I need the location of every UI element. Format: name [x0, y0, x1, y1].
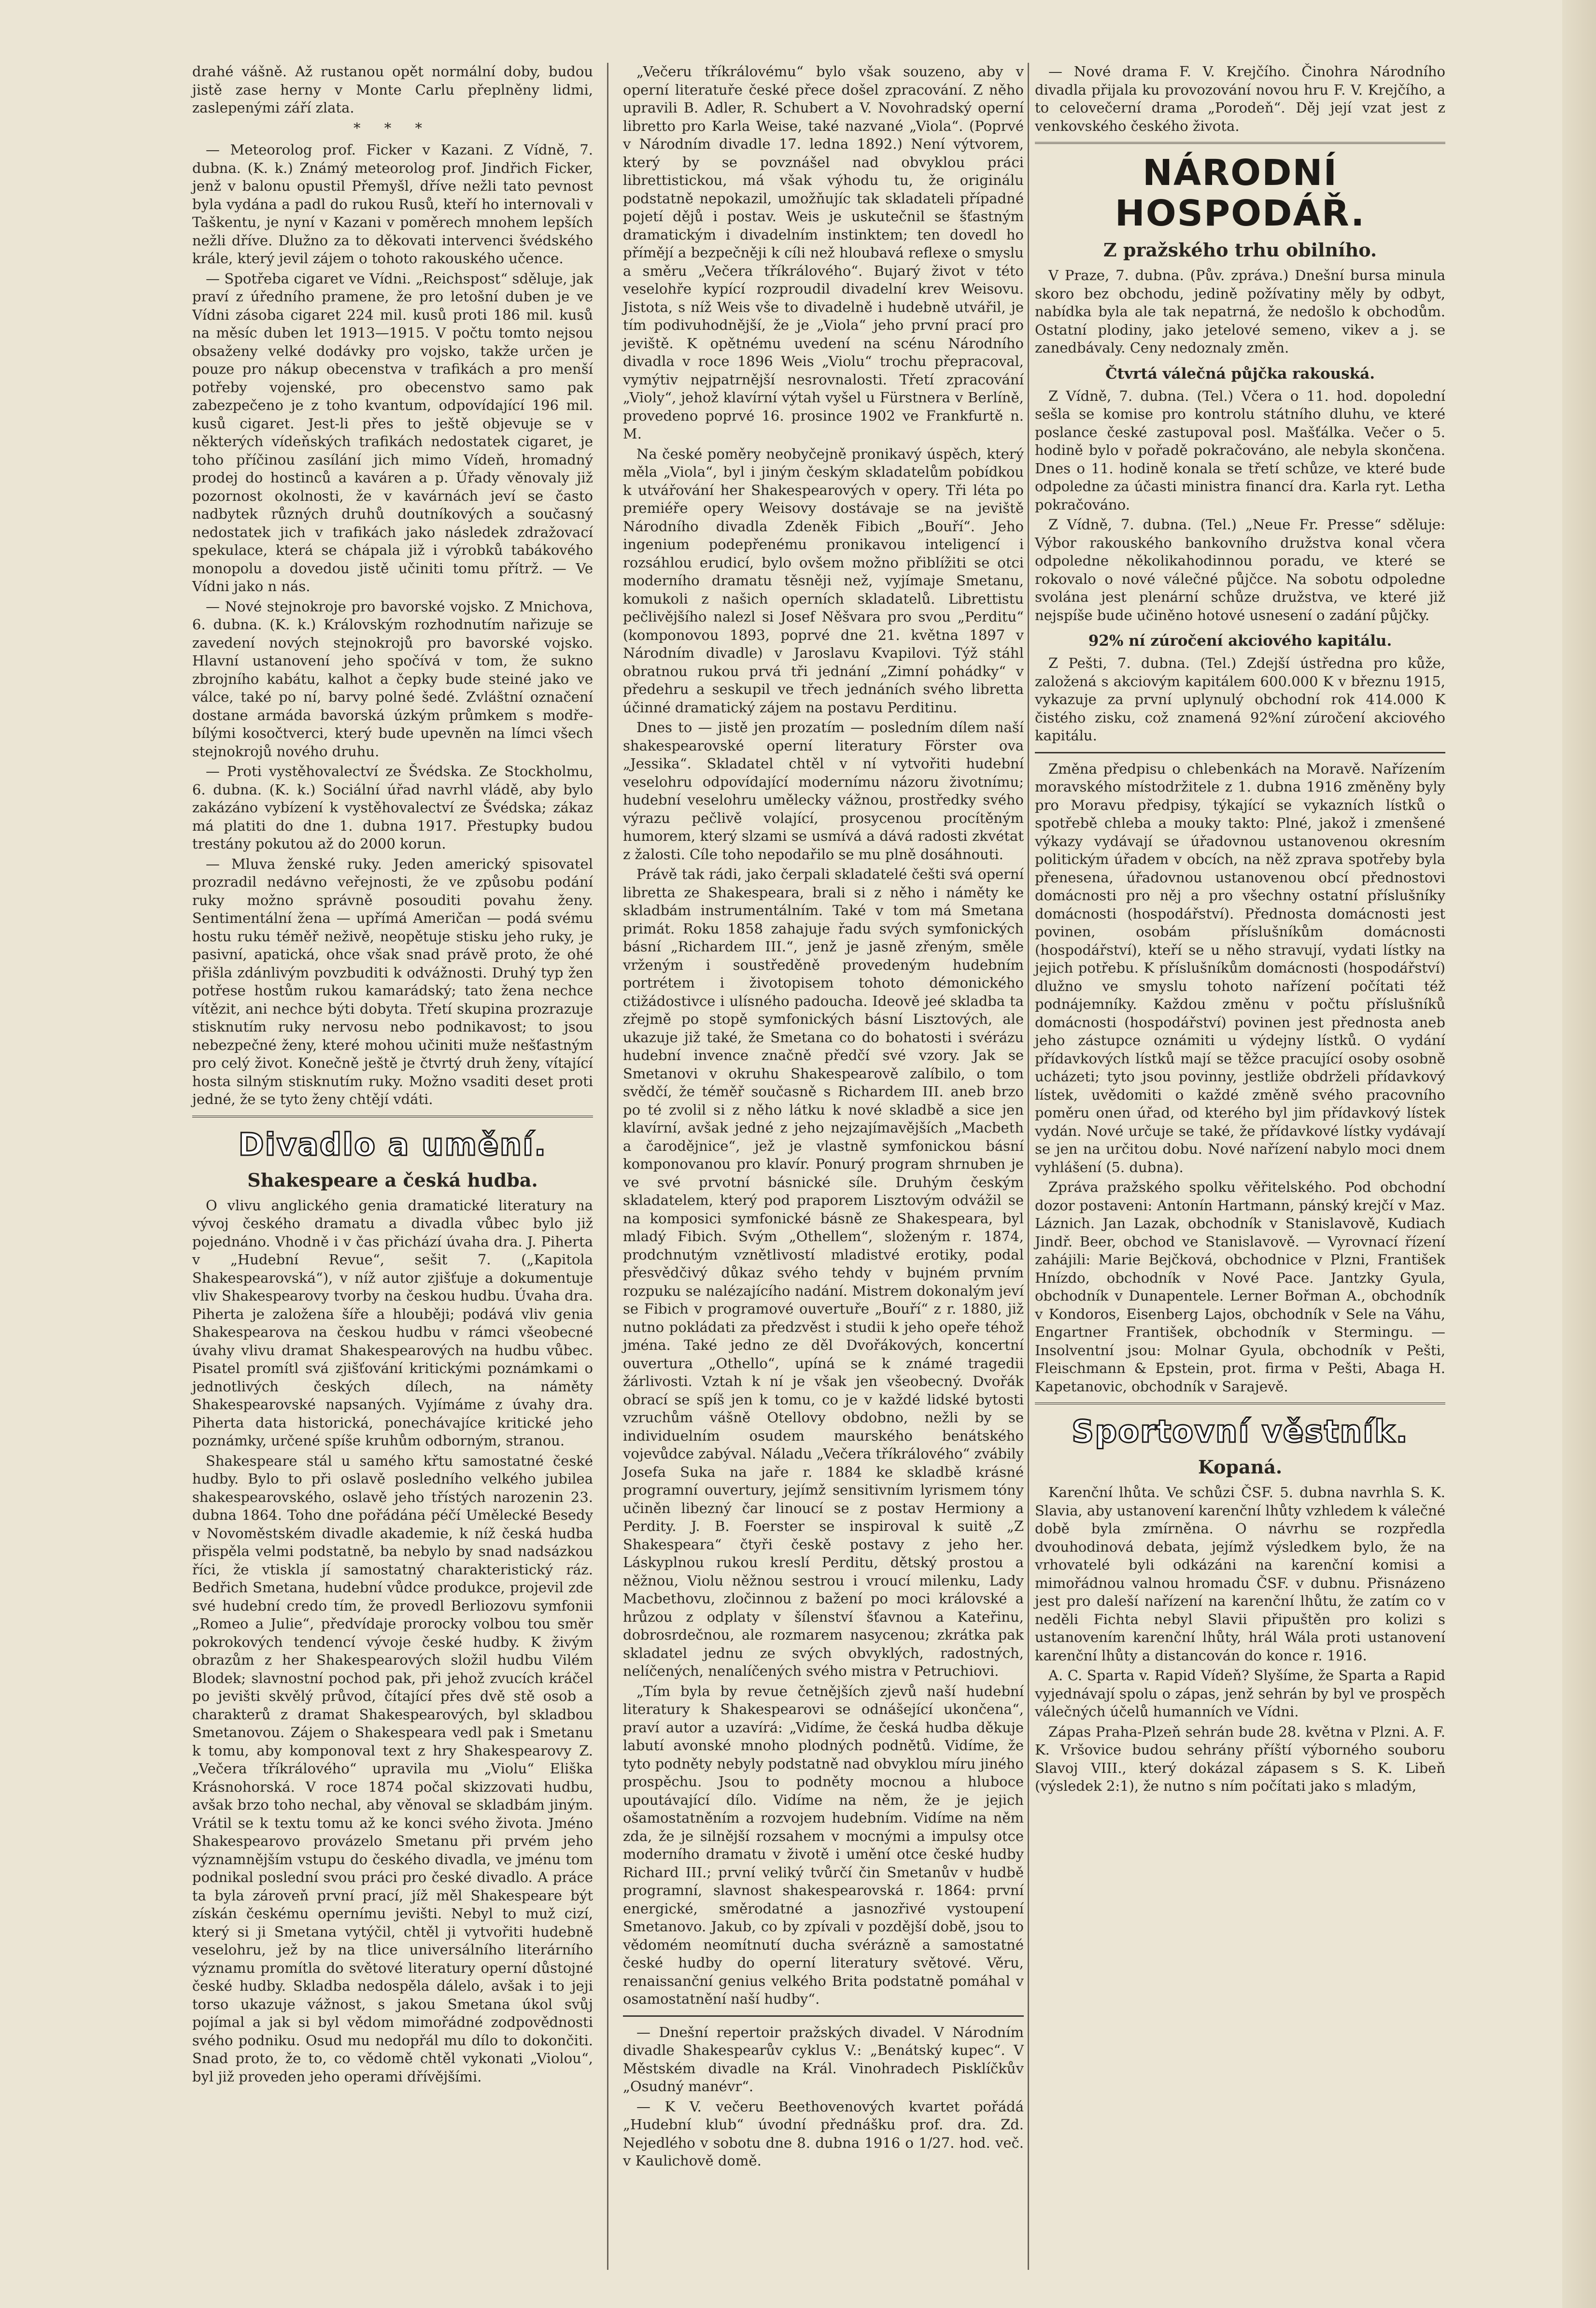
article-paragraph: V Praze, 7. dubna. (Pův. zpráva.) Dnešní bursa minula skoro bez obchodu, jedině požívatiny měly by odbyt, nabídka byla ale tak nepatrná, že nedošlo k obchodům. Ostatní plodiny, jako jetelové semeno, vikev a j. se zanedbávaly. Ceny nedoznaly změn.	[1035, 267, 1445, 356]
section-title: Sportovní věstník.	[1072, 1414, 1409, 1450]
news-item: — Mluva ženské ruky. Jeden americký spisovatel prozradil nedávno veřejnosti, že ve způsobu podání ruky možno správně posouditi povahu ženy. Sentimentální žena — upřímá Američan — podá svému hostu ruku téměř neživě, neopětuje stisku jeho ruky, je pasivní, apatická, ohce však snad právě proto, že ohé přišla zdánlivým povzbuditi k odvážnosti. Druhý typ žen potřese hostům rukou kamarádský; tato žena nechce vítězit, ani nechce býti dobyta. Třetí skupina prozrazuje stisknutím ruky nervosu nebo podnikavost; to jsou nebezpečné ženy, které mohou učiniti muže nešťastným pro celý život. Konečně ještě je čtvrtý druh ženy, vítající hosta silným stisknutím ruky. Možno vsaditi deset proti jedné, že se tyto ženy chtějí vdáti.	[192, 855, 593, 1107]
article-paragraph: O vlivu anglického genia dramatické literatury na vývoj českého dramatu a divadla vůbec bylo již pojednáno. Vhodně i v čas přichází úvaha dra. J. Piherta v „Hudební Revue“, sešit 7. („Kapitola Shakespearovská“), v níž autor zjišťuje a dokumentuje vliv Shakespearovy tvorby na českou hudbu. Úvaha dra. Piherta je založena šíře a hlouběji; podává vliv genia Shakespearova na českou hudbu v rámci všeobecné úvahy vlivu dramat Shakespearových na hudbu vůbec. Pisatel promítl svá zjišťování kritickými poznámkami o jednotlivých českých dílech, na náměty Shakespearovské napsaných. Vyjímáme z úvahy dra. Piherta data historická, ponechávajíce kritické jeho poznámky, určené spíše kruhům odborným, stranou.	[192, 1197, 593, 1449]
divider	[1035, 752, 1445, 753]
article-paragraph: Na české poměry neobyčejně pronikavý úspěch, který měla „Viola“, byl i jiným českým skladatelům pobídkou k utvářování her Shakespearových v opery. Tři léta po premiéře opery Weisovy dostávaje se na jeviště Národního divadla Zdeněk Fibich „Bouří“. Jeho ingenium podepřenému pronikavou inteligencí i rozsáhlou erudicí, bylo ovšem možno přiblížiti se otci moderního dramatu těsněji než, vyjímaje Smetanu, komukoli z našich operních skladatelů. Librettistu pečlivějšího nalezl si Josef Něšvara pro svou „Perditu“ (komponovou 1893, poprvé dne 21. května 1897 v Národním divadle) v Jaroslavu Kvapilovi. Týž stáhl obratnou rukou prvá tři jednání „Zimní pohádky“ v předehru a seskupil ve třech jednáních svého libretta účinné dramatický zájem na postavu Perditinu.	[623, 445, 1024, 716]
text-paragraph: drahé vášně. Až rustanou opět normální doby, budou jistě zase herny v Monte Carlu přeplněny lidmi, zaslepenými září zlata.	[192, 63, 593, 116]
news-item: Zápas Praha-Plzeň sehrán bude 28. května v Plzni. A. F. K. Vršovice budou sehrány příští výborného souboru Slavoj VIII., který dokázal zápasem s S. K. Libeň (výsledek 2:1), že nutno s ním počítati jako s mladým,	[1035, 1723, 1445, 1794]
article-paragraph: Právě tak rádi, jako čerpali skladatelé češti svá operní libretta ze Shakespeara, brali si z něho i náměty ke skladbám instrumentálním. Také v tom má Smetana primát. Roku 1858 zahajuje řadu svých symfonických básní „Richardem III.“, jenž je jasně zřeným, směle vrženým i soustředěně provedeným hudebním portrétem i životopisem tohoto démonického ctižádostivce i ulísného padoucha. Ideově jeé skladba ta zřejmě po stopě symfonických básní Lisztových, ale ukazuje již také, že Smetana co do bohatosti i svérázu hudební invence značně předčí své vzory. Jak se Smetanovi v okruhu Shakespearově zalíbilo, o tom svědčí, že téměř současně s Richardem III. aneb brzo po té zvolil si z něho látku k nové skladbě a sice jen klavírní, avšak jedné z jeho nejzajímavějších „Macbeth a čarodějnice“, jež je vlastně symfonickou básní komponovanou pro klavír. Ponurý program shrnuben je ve své prvotní básnické síle. Druhým českým skladatelem, který pod praporem Lisztovým odvážil se na komposici symfonické básně ze Shakespeara, byl mladý Fibich. Svým „Othellem“, složeným r. 1874, prodchnutým vznětlivostí mladistvé erotiky, podal přesvědčivý důkaz svého tehdy v bujném prvním rozpuku se nalézajícího nadání. Mistrem dokonalým jeví se Fibich v programové ouvertuře „Bouří“ z r. 1880, již nutno pokládati za předzvěst i studii k jeho opeře téhož jména. Také jedno ze děl Dvořákových, koncertní ouvertura „Othello“, upíná se k známé tragedii žárlivosti. Vztah k ní je však jen všeobecný. Dvořák obrací se spíš jen k tomu, co je v každé lidské bytosti vzruchům vášně Otellovy obdobno, nežli by se individuelním osudem maurského benátského vojevůdce zabýval. Náladu „Večera tříkrálového“ zvábily Josefa Suka na jaře r. 1884 ke skladbě krásné programní ouvertury, jejímž sensitivním lyrismem tóny učiněn libezný čar linoucí se z postav Hermiony a Perdity. J. B. Foerster se inspiroval k suitě „Z Shakespeara“ čtyři českě postavy z jeho her. Láskyplnou rukou kreslí Perditu, dětský prostou a něžnou, Violu něžnou sestrou i vroucí milenku, Lady Macbethovu, zločinnou z bažení po moci královské a hrůzou z odplaty v šílenství šťavnou a Kateřinu, dobrosrdečnou, ale rozmarem nasycenou; zkrátka pak skladatel jednu ze svých obvyklých, radostných, nelíčených, nenalíčených svého mistra v Petruchiovi.	[623, 866, 1024, 1679]
article-title: 92% ní zúročení akciového kapitálu.	[1088, 632, 1392, 650]
article-paragraph: Z Pešti, 7. dubna. (Tel.) Zdejší ústředna pro kůže, založená s akciovým kapitálem 600.000 K v březnu 1915, vykazuje za první uplynulý obchodní rok 414.000 K čistého zisku, což znamená 92%ní zúročení akciového kapitálu.	[1035, 655, 1445, 744]
column-1	[192, 63, 593, 2088]
column-3	[1035, 63, 1445, 1798]
divider	[1035, 142, 1445, 144]
article-paragraph: Z Vídně, 7. dubna. (Tel.) „Neue Fr. Presse“ sděluje: Výbor rakouského bankovního družstva konal včera odpoledne několikahodinnou poradu, ve které se rokovalo o nové válečné půjčce. Na sobotu odpoledne svolána jest plenární schůze družstva, ve které již nejspíše bude učiněno hotové usnesení o zadání půjčky.	[1035, 516, 1445, 623]
article-paragraph: „Večeru tříkrálovému“ bylo však souzeno, aby v operní literatuře české přece došel zpracování. Z něho upravili B. Adler, R. Schubert a V. Novohradský operní libretto pro Karla Weise, také nazvané „Viola“. (Poprvé v Národním divadle 17. ledna 1892.) Není výtvorem, který by se povznášel nad obvyklou práci librettistickou, má však výhodu tu, že originálu podstatně nepokazil, umožňujíc tak skladateli případné pojetí dějů i postav. Weis je uskutečnil se šťastným dramatickým i divadelním instinktem; ten dovedl ho přímějí a bezpečněji k cíli než hloubavá reflexe o smyslu a směru „Večera tříkrálového“. Bujarý život v této veselohře kypící rozproudil divadelní krev Weisovu. Jistota, s níž Weis vše to divadelně i hudebně utvářil, je tím podivuhodnější, že je „Viola“ jeho první prací pro jeviště. K opětnému uvedení na scénu Národního divadla v roce 1896 Weis „Violu“ trochu přepracoval, vymýtiv nejpatrnější nesrovnalosti. Třetí zpracování „Violy“, jehož klavírní výtah vyšel u Fürstnera v Berlíně, provedeno poprvé 16. prosince 1902 ve Frankfurtě n. M.	[623, 63, 1024, 442]
divider	[623, 2015, 1024, 2017]
section-title: Divadlo a umění.	[238, 1127, 547, 1163]
separator-stars: * * *	[353, 119, 432, 136]
news-item: — K V. večeru Beethovenových kvartet pořádá „Hudební klub“ úvodní přednášku prof. dra. Zd. Nejedlého v sobotu dne 8. dubna 1916 o 1/27. hod. več. v Kaulichově domě.	[623, 2098, 1024, 2169]
article-paragraph: Dnes to — jistě jen prozatím — posledním dílem naší shakespearovské operní literatury Förster ova „Jessika“. Skladatel chtěl v ní vytvořiti hudební veselohru odpovídající modernímu názoru životnímu; hudební veselohru umělecky vážnou, prostředky svého výrazu pečlivě volající, prosycenou procítěným humorem, který slzami se usmívá a dává radosti zkvétat z žalosti. Cíle toho nepodařilo se mu plně dosáhnouti.	[623, 719, 1024, 863]
section-title: NÁRODNÍ HOSPODÁŘ.	[1115, 152, 1366, 234]
news-item: — Spotřeba cigaret ve Vídni. „Reichspost“ sděluje, jak praví z úředního pramene, že pro letošní duben je ve Vídni zásoba cigaret 224 mil. kusů proti 186 mil. kusů na měsíc duben let 1913—1915. V počtu tomto nejsou obsaženy velké dodávky pro vojsko, takže určen je pouze pro nákup obecenstva v trafikách a pro menší potřeby vojenské, pro obecenstvo samo pak zabezpečeno je z toho kvantum, odpovídající 196 mil. kusů cigaret. Jest-li přes to ještě objevuje se v některých vídeňských trafikách nedostatek cigaret, je toho příčinou zasílání jich mimo Vídeň, hromadný prodej do hostinců a kaváren a p. Úřady věnovaly již pozornost okolnosti, že v kavárnách jeví se často nadbytek různých druhů doutníkových a současný nedostatek jich v trafikách jako následek zdražovací spekulace, která se chápala již i výrobků tabákového monopolu a dovedou jistě učiniti tomu přítrž. — Ve Vídni jako n nás.	[192, 270, 593, 595]
news-item: A. C. Sparta v. Rapid Vídeň? Slyšíme, že Sparta a Rapid vyjednávají spolu o zápas, jenž sehrán by byl ve prospěch válečných účelů humanních ve Vídni.	[1035, 1667, 1445, 1720]
column-rule	[1028, 63, 1029, 2270]
article-paragraph: Shakespeare stál u samého křtu samostatné české hudby. Bylo to při oslavě posledního velkého jubilea shakespearovského, oslavě jeho třístých narozenin 23. dubna 1864. Toho dne pořádána péčí Umělecké Besedy v Novoměstském divadle akademie, k níž česká hudba přispěla velmi podstatně, ba nebylo by snad nadsázkou říci, že vtiskla jí samostatný charakteristický ráz. Bedřich Smetana, hudební vůdce produkce, projevil zde své hudební credo tím, že provedl Berliozovu symfonii „Romeo a Julie“, předvídaje prorocky volbou tou směr pokrokových tendencí vývoje české hudby. K živým obrazům z her Shakespearových složil hudbu Vilém Blodek; slavnostní pochod pak, při jehož zvucích kráčel po jevišti skvělý průvod, čítající přes dvě stě osob a charakterů z dramat Shakespearových, byl skladbou Smetanovou. Zájem o Shakespeara vedl pak i Smetanu k tomu, aby komponoval text z hry Shakespearovy Z. „Večera tříkrálového“ upravila mu „Violu“ Eliška Krásnohorská. V roce 1874 počal skizzovati hudbu, avšak brzo toho nechal, aby věnoval se skladbám jiným. Vrátil se k textu tomu až ke konci svého života. Jméno Shakespearovo provázelo Smetanu při prvém jeho významnějším vstupu do českého divadla, ve jménu tom podnikal poslední svou práci pro české divadlo. A práce ta byla zároveň první prací, jíž měl Shakespeare být získán českému opernímu jevišti. Nebyl to muž cizí, který si ji Smetana vytýčil, chtěl ji vytvořiti hudebně veselohru, jež by na tlice universálního literárního významu promítla do světové literatury operní důstojné české hudby. Skladba nedospěla dálelo, avšak i to jeji torso ukazuje vážnost, s jakou Smetana úkol svůj pojímal a jak si byl vědom mimořádné zodpovědnosti svého podniku. Osud mu nedopřál mu dílo to dokončiti. Snad proto, že to, co vědomě chtěl vykonati „Violou“, byl již proveden jeho operami dřívějšími.	[192, 1452, 593, 2085]
divider	[1035, 1402, 1445, 1404]
news-item: — Dnešní repertoir pražských divadel. V Národním divadle Shakespearův cyklus V.: „Benátský kupec“. V Městském divadle na Král. Vinohradech Pisklíčkův „Osudný manévr“.	[623, 2024, 1024, 2095]
news-item: — Nové stejnokroje pro bavorské vojsko. Z Mnichova, 6. dubna. (K. k.) Královským rozhodnutím nařizuje se zavedení nových stejnokrojů pro bavorské vojsko. Hlavní ustanovení jeho spočívá v tom, že sukno zbrojního kabátu, kalhot a čepky bude steiné jako ve válce, také po ní, barvy polné šedé. Zvláštní označení dostane armáda bavorská úzkým průmkem s modře-bílými kosočtverci, který bude upevněn na límci všech stejnokrojů nového druhu.	[192, 598, 593, 760]
divider	[192, 1116, 593, 1118]
column-rule	[607, 63, 608, 2270]
article-title: Z pražského trhu obilního.	[1103, 239, 1377, 261]
news-item: Karenční lhůta. Ve schůzi ČSF. 5. dubna navrhla S. K. Slavia, aby ustanovení karenční lhůty vzhledem k válečné době byla zmírněna. O návrhu se rozpředla dvouhodinová debata, jejímž výsledkem bylo, že na vrhovatelé byli odkázáni na karenční komisi a mimořádnou valnou hromadu ČSF. v dubnu. Přisnázeno jest pro daleší nařízení na karenční lhůtu, že zatím co v neděli Fichta nebyl Slavii připuštěn pro kolizi s ustanovením karenční lhůty, hrál Wála proti ustanovení karenční lhůty a distancován do konce r. 1916.	[1035, 1484, 1445, 1664]
article-paragraph: Z Vídně, 7. dubna. (Tel.) Včera o 11. hod. dopolední sešla se komise pro kontrolu státního dluhu, ve které poslance české zastupoval posl. Mašťálka. Večer o 5. hodině bylo v pořadě pokračováno, ale nebyla skončena. Dnes o 11. hodině konala se třetí schůze, ve které bude odpoledne za účasti ministra financí dra. Karla ryt. Letha pokračováno.	[1035, 387, 1445, 513]
page-fold	[1562, 0, 1596, 2308]
article-title: Kopaná.	[1198, 1456, 1283, 1478]
column-2	[623, 63, 1024, 2172]
news-item: — Nové drama F. V. Krejčího. Činohra Národního divadla přijala ku provozování novou hru F. V. Krejčího, a to celovečerní drama „Porodeň“. Děj její vzat jest z venkovského českého života.	[1035, 63, 1445, 134]
article-title: Shakespeare a česká hudba.	[247, 1169, 538, 1191]
article-paragraph: „Tím byla by revue četnějších zjevů naší hudební literatury k Shakespearovi se odnášející ukončena“, praví autor a uzavírá: „Vidíme, že česká hudba děkuje labutí avonské mnoho plodných podnětů. Vidíme, že tyto podněty nebyly podstatně nad obvyklou míru jiného prospěchu. Jsou to podněty mocnou a hluboce upoutávající dílo. Vidíme na něm, že je jejich ošamostatněním a rozvojem hudebním. Vidíme na něm zda, že je silnější rozsahem v mocnými a impulsy otce moderního dramatu v životě i umění otce české hudby Richard III.; první veliký tvůrčí čin Smetanův v hudbě programní, slavnost shakespearovská r. 1864: první energické, směrodatné a jasnozřivé vystoupení Smetanovo. Jakub, co by zpívali v pozdější době, jsou to vědomém neomítnutí ducha svérázně a samostatné české hudby do operní literatury světové. Věru, renaissanční genius velkého Brita podstatně pomáhal v osamostatnění naší hudby“.	[623, 1683, 1024, 2007]
news-item: — Proti vystěhovalectví ze Švédska. Ze Stockholmu, 6. dubna. (K. k.) Sociální úřad navrhl vládě, aby bylo zakázáno vybízení k vystěhovalectví ze Švédska; zákaz má platiti do dne 1. dubna 1917. Přestupky budou trestány pokutou až do 2000 korun.	[192, 763, 593, 852]
article-title: Čtvrtá válečná půjčka rakouská.	[1105, 365, 1375, 382]
news-item: Zpráva pražského spolku věřitelského. Pod obchodní dozor postaveni: Antonín Hartmann, pánský krejčí v Maz. Láznich. Jan Lazak, obchodník v Stanislavově, Kudiach Jindř. Beer, obchod ve Stanislavově. — Vyrovnací řízení zahájili: Marie Bejčková, obchodnice v Plzni, František Hnízdo, obchodník v Nové Pace. Jantzky Gyula, obchodník v Dunapentele. Lerner Bořman A., obchodník v Kondoros, Eisenberg Lajos, obchodník v Sele na Váhu, Engartner František, obchodník v Stermingu. — Insolventní jsou: Molnar Gyula, obchodník v Pešti, Fleischmann & Epstein, prot. firma v Pešti, Abaga H. Kapetanovic, obchodník v Sarajevě.	[1035, 1179, 1445, 1395]
news-item: Změna předpisu o chlebenkách na Moravě. Nařízením moravského místodržitele z 1. dubna 1916 změněny byly pro Moravu předpisy, týkající se vykazních lístků o spotřebě chleba a mouky takto: Plné, jakož i zmenšené výkazy vydávají se úřadovnou ustanovenou okresním politickým úřadem v obcích, na něž zprava spotřeby byla přenesena, úřadovnou ustanovenou obcí přednostovi domácnosti pro něj a pro všechny ostatní příslušníky domácnosti (hospodářství). Přednosta domácnosti jest povinen, osobám příslušníkům domácnosti (hospodářství), kteří se u něho stravují, vydati lístky na jejich potřebu. K příslušníkům domácnosti (hospodářství) dlužno ve smyslu tohoto nařízení počítati též podnájemníky. Každou změnu v počtu příslušníků domácnosti (hospodářství) povinen jest přednosta aneb jeho zástupce oznámiti u výdejny lístků. O vydání přídavkových lístků mají se těžce pracující osoby osobně ucházeti; tyto jsou povinny, jestliže obdrželi přídavkový lístek, uvědomiti o každé změně svého pracovního poměru onen úřad, od kterého byl jim přídavkový lístek vydán. Nové určuje se také, že přídavkové lístky vydávají se jen na určitou dobu. Nové nařízení nabylo moci dnem vyhlášení (5. dubna).	[1035, 760, 1445, 1175]
news-item: — Meteorolog prof. Ficker v Kazani. Z Vídně, 7. dubna. (K. k.) Známý meteorolog prof. Jindřich Ficker, jenž v balonu opustil Přemyšl, dříve nežli tato pevnost byla vydána a padl do rukou Rusů, kteří ho internovali v Taškentu, je nyní v Kazani v poměrech mnohem lepších nežli dříve. Dlužno za to děkovati intervenci švédského krále, který jevil zájem o tohoto rakouského učence.	[192, 142, 593, 267]
